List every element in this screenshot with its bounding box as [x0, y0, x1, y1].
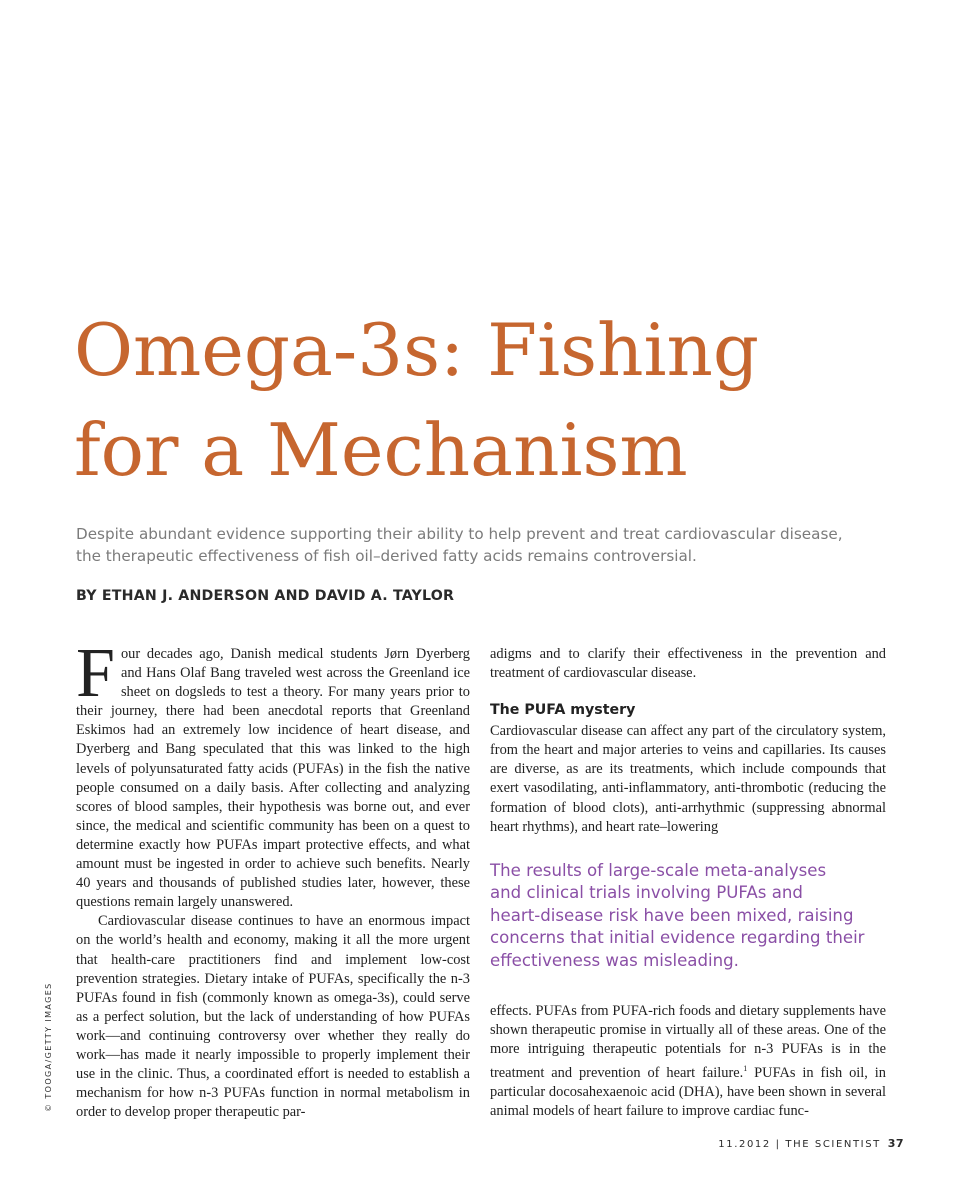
pull-quote-line-1: The results of large-scale meta-analyses	[490, 861, 827, 880]
section-subhead: The PUFA mystery	[490, 702, 636, 719]
footnote-ref[interactable]: 1	[743, 1064, 748, 1074]
folio-issue: 11.2012 | THE SCIENTIST	[718, 1139, 881, 1150]
drop-cap: F	[76, 635, 115, 712]
title-line-1: Omega-3s: Fishing	[74, 308, 759, 392]
paragraph-1	[76, 635, 470, 912]
title-line-2: for a Mechanism	[74, 408, 688, 492]
deck-line-1: Despite abundant evidence supporting their ability to help prevent and treat cardiovascular disease,	[76, 525, 843, 543]
photo-credit: © TOOGA/GETTY IMAGES	[44, 982, 53, 1112]
pull-quote-line-2: and clinical trials involving PUFAs and	[490, 883, 803, 903]
deck-line-2: the therapeutic effectiveness of fish oil–derived fatty acids remains controversial.	[76, 547, 697, 565]
page-number: 37	[887, 1137, 904, 1150]
pull-quote-line-5: effectiveness was misleading.	[490, 950, 739, 970]
paragraph-3-continued	[490, 1002, 886, 1121]
right-column-top	[490, 645, 886, 837]
paragraph-1-text: our decades ago, Danish medical students Jørn Dyerberg and Hans Olaf Bang traveled west across the Greenland ice sheet on dogsleds to test a theory. For many years prior to their journey, there had been anecdotal reports that Greenland Eskimos had an extremely low incidence of heart disease, and Dyerberg and Bang speculated that this was linked to the high levels of polyunsaturated fatty acids (PUFAs) in the fish the native people consumed on a daily basis. After collecting and analyzing scores of blood samples, their hypothesis was borne out, and ever since, the medical and scientific community has been on a quest to determine exactly how PUFAs impart protective effects, and what amount must be ingested in order to achieve such benefits. Nearly 40 years and thousands of published studies later, however, these questions remain largely unanswered.	[76, 646, 470, 911]
pull-quote-line-3: heart-disease risk have been mixed, raising	[490, 905, 854, 925]
paragraph-3: Cardiovascular disease can affect any part of the circulatory system, from the heart and major arteries to veins and capillaries. Its causes are diverse, as are its treatments, which include compounds that exert vasodilating, anti-inflammatory, anti-thrombotic (reducing the formation of blood clots), anti-arrhythmic (suppressing abnormal heart rhythms), and heart rate–lowering	[490, 723, 886, 835]
left-column	[76, 635, 470, 1122]
paragraph-3-end-text: PUFAs in fish oil, in particular docosahexaenoic acid (DHA), have been shown in several animal models of heart failure to improve cardiac func-	[490, 1065, 886, 1120]
right-column-bottom	[490, 1002, 886, 1121]
byline: BY ETHAN J. ANDERSON AND DAVID A. TAYLOR	[76, 588, 455, 604]
paragraph-2: Cardiovascular disease continues to have an enormous impact on the world’s health and economy, making it all the more urgent that health-care practitioners find and implement low-cost prevention strategies. Dietary intake of PUFAs, specifically the n-3 PUFAs found in fish (commonly known as omega-3s), could serve as a perfect solution, but the lack of understanding of how PUFAs work—and continuing controversy over whether they really do work—has made it nearly impossible to properly implement their use in the clinic. Thus, a coordinated effort is needed to establish a mechanism for how n-3 PUFAs function in normal metabolism in order to develop proper therapeutic par-	[76, 913, 470, 1121]
folio	[718, 1137, 904, 1150]
article-deck	[76, 523, 896, 567]
pull-quote	[490, 860, 910, 972]
pull-quote-line-4: concerns that initial evidence regarding their	[490, 928, 865, 948]
article-title	[74, 300, 934, 500]
paragraph-2-continued: adigms and to clarify their effectiveness in the prevention and treatment of cardiovascular disease.	[490, 646, 886, 682]
paragraph-3-cont-text: effects. PUFAs from PUFA-rich foods and dietary supplements have shown therapeutic promise in virtually all of these areas. One of the more intriguing therapeutic potentials for n-3 PUFAs is in the treatment and prevention of heart failure.	[490, 1003, 886, 1082]
